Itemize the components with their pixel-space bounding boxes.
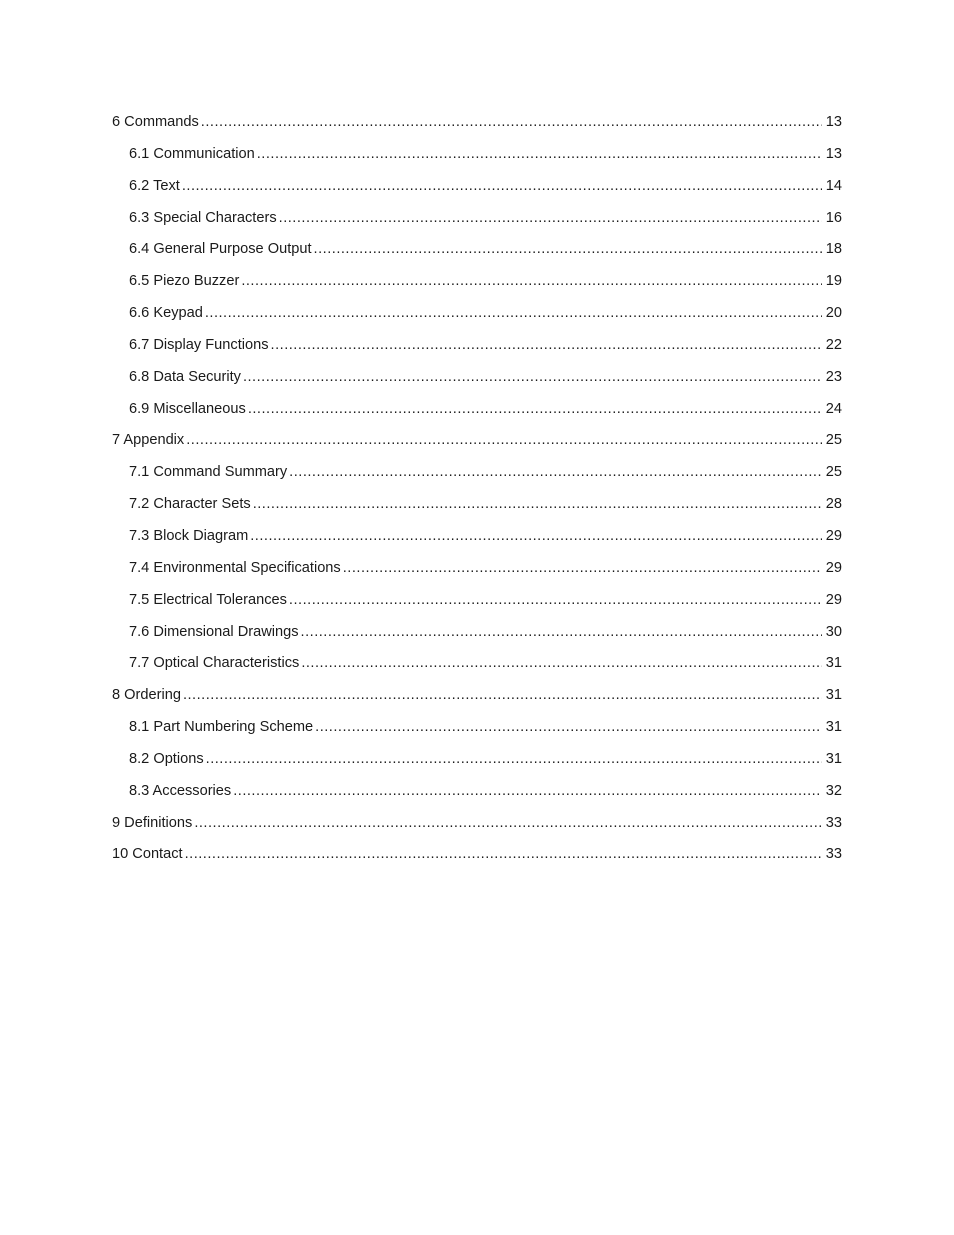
toc-entry-page: 33 — [825, 846, 842, 863]
toc-entry-page: 29 — [825, 591, 842, 608]
toc-entry-title: 7.2 Character Sets — [129, 496, 251, 513]
toc-entry-page: 31 — [825, 719, 842, 736]
toc-entry-page: 13 — [825, 145, 842, 162]
toc-dot-leader — [257, 143, 822, 165]
toc-entry-title: 8.3 Accessories — [129, 782, 232, 799]
toc-entry[interactable] — [112, 684, 842, 716]
toc-dot-leader — [271, 334, 822, 356]
toc-entry-page: 28 — [825, 496, 842, 513]
toc-entry-page: 31 — [825, 687, 842, 704]
toc-entry[interactable] — [112, 716, 842, 748]
toc-dot-leader — [205, 302, 822, 324]
toc-entry-title: 8.1 Part Numbering Scheme — [129, 719, 314, 736]
toc-entry-title: 8 Ordering — [112, 687, 181, 704]
toc-entry[interactable] — [112, 780, 842, 812]
toc-entry-title: 6.7 Display Functions — [129, 336, 269, 353]
toc-entry-title: 6.6 Keypad — [129, 305, 203, 322]
toc-entry[interactable] — [112, 589, 842, 621]
toc-dot-leader — [289, 461, 822, 483]
toc-entry-page: 29 — [825, 527, 842, 544]
toc-entry-page: 20 — [825, 305, 842, 322]
toc-dot-leader — [206, 748, 822, 770]
toc-dot-leader — [314, 238, 822, 260]
toc-dot-leader — [243, 366, 822, 388]
toc-dot-leader — [301, 621, 822, 643]
toc-entry-page: 13 — [825, 114, 842, 130]
toc-entry[interactable] — [112, 525, 842, 557]
toc-dot-leader — [250, 525, 822, 547]
toc-entry-page: 18 — [825, 241, 842, 258]
toc-entry-page: 25 — [825, 464, 842, 481]
toc-dot-leader — [194, 812, 822, 834]
toc-entry-page: 24 — [825, 400, 842, 417]
toc-entry[interactable] — [112, 398, 842, 430]
toc-entry[interactable] — [112, 270, 842, 302]
toc-dot-leader — [183, 684, 822, 706]
toc-entry-page: 33 — [825, 814, 842, 831]
toc-dot-leader — [241, 270, 822, 292]
toc-entry-title: 6.9 Miscellaneous — [129, 400, 246, 417]
toc-entry-page: 31 — [825, 655, 842, 672]
toc-entry-page: 25 — [825, 432, 842, 449]
toc-entry-title: 7.4 Environmental Specifications — [129, 559, 341, 576]
toc-entry-page: 14 — [825, 177, 842, 194]
toc-entry-title: 6.8 Data Security — [129, 368, 241, 385]
toc-dot-leader — [301, 652, 822, 674]
toc-dot-leader — [233, 780, 822, 802]
toc-entry-page: 32 — [825, 782, 842, 799]
toc-entry-title: 6.5 Piezo Buzzer — [129, 273, 240, 290]
toc-entry[interactable] — [112, 429, 842, 461]
toc-entry[interactable] — [112, 557, 842, 589]
toc-dot-leader — [315, 716, 822, 738]
toc-entry[interactable] — [112, 652, 842, 684]
toc-entry-title: 6.4 General Purpose Output — [129, 241, 312, 258]
toc-entry[interactable] — [112, 621, 842, 653]
toc-entry-title: 6.3 Special Characters — [129, 209, 277, 226]
toc-entry-title: 10 Contact — [112, 846, 183, 863]
toc-entry-page: 31 — [825, 750, 842, 767]
toc-entry-title: 8.2 Options — [129, 750, 204, 767]
toc-dot-leader — [248, 398, 822, 420]
toc-entry-title: 9 Definitions — [112, 814, 193, 831]
toc-entry[interactable] — [112, 812, 842, 844]
toc-entry[interactable] — [112, 143, 842, 175]
toc-entry-title: 6 Commands — [112, 114, 199, 130]
toc-entry-title: 7.5 Electrical Tolerances — [129, 591, 287, 608]
toc-dot-leader — [182, 175, 822, 197]
toc-entry[interactable] — [112, 366, 842, 398]
toc-dot-leader — [253, 493, 822, 515]
toc-entry-title: 7 Appendix — [112, 432, 185, 449]
toc-entry[interactable] — [112, 111, 842, 143]
toc-dot-leader — [201, 111, 822, 133]
toc-entry[interactable] — [112, 175, 842, 207]
toc-dot-leader — [186, 429, 822, 451]
toc-dot-leader — [289, 589, 822, 611]
toc-dot-leader — [185, 843, 822, 865]
toc-entry-page: 22 — [825, 336, 842, 353]
toc-entry[interactable] — [112, 207, 842, 239]
toc-entry[interactable] — [112, 461, 842, 493]
toc-entry-page: 16 — [825, 209, 842, 226]
toc-entry-title: 6.2 Text — [129, 177, 180, 194]
toc-entry[interactable] — [112, 334, 842, 366]
toc-entry[interactable] — [112, 493, 842, 525]
toc-entry[interactable] — [112, 302, 842, 334]
toc-entry-page: 29 — [825, 559, 842, 576]
toc-entry-title: 7.6 Dimensional Drawings — [129, 623, 299, 640]
toc-entry-title: 7.1 Command Summary — [129, 464, 288, 481]
toc-entry-page: 19 — [825, 273, 842, 290]
toc-entry[interactable] — [112, 748, 842, 780]
toc-dot-leader — [279, 207, 822, 229]
toc-entry-page: 30 — [825, 623, 842, 640]
toc-dot-leader — [343, 557, 822, 579]
toc-entry[interactable] — [112, 238, 842, 270]
toc-entry-title: 7.7 Optical Characteristics — [129, 655, 300, 672]
toc-entry-title: 6.1 Communication — [129, 145, 255, 162]
toc-entry[interactable] — [112, 843, 842, 875]
table-of-contents — [112, 111, 842, 875]
toc-entry-page: 23 — [825, 368, 842, 385]
toc-entry-title: 7.3 Block Diagram — [129, 527, 249, 544]
